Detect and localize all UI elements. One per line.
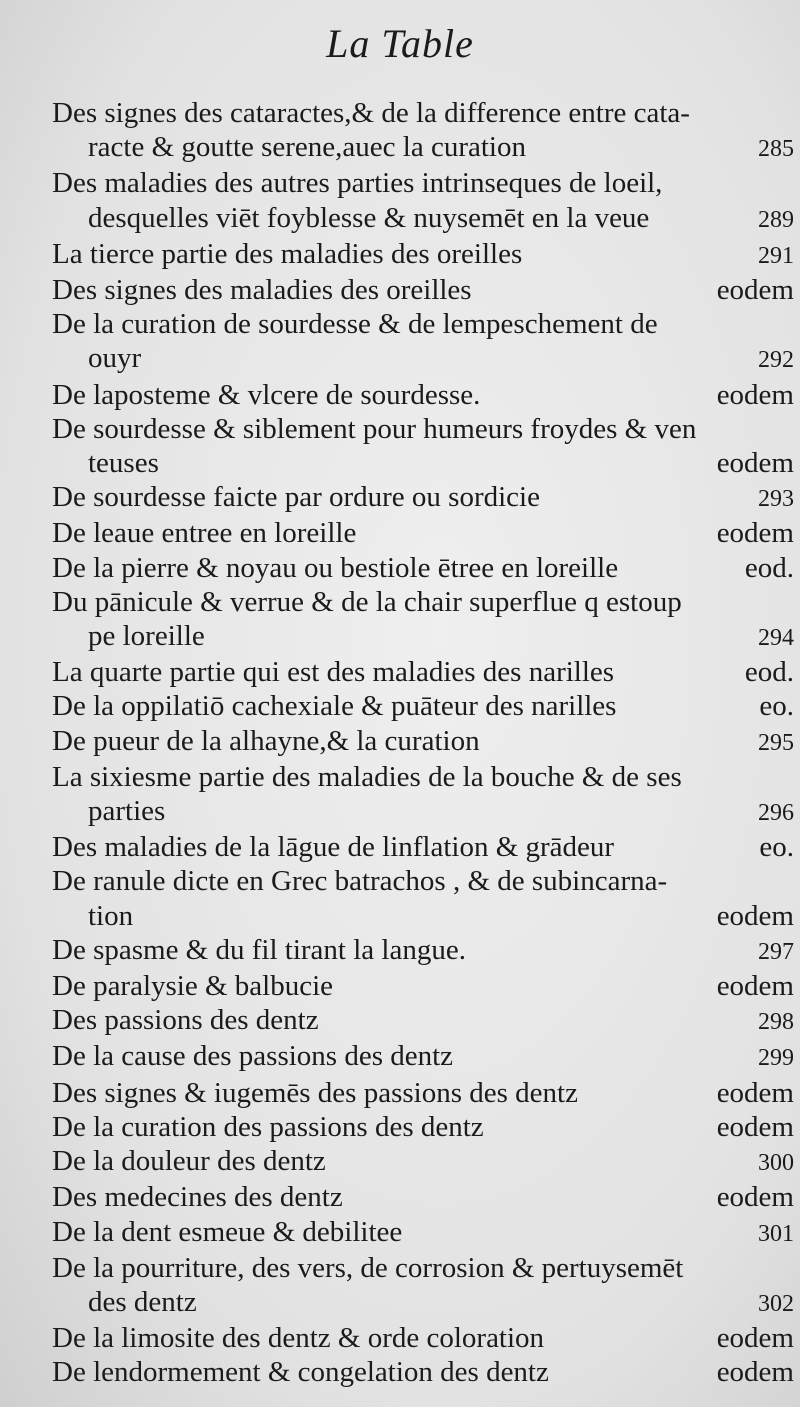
toc-entry-text: De la douleur des dentz — [52, 1145, 326, 1178]
toc-entry — [52, 933, 794, 969]
toc-entry — [52, 689, 794, 723]
toc-entry-text: pe loreille — [88, 620, 205, 653]
toc-entry-line — [52, 864, 794, 898]
toc-entry-text: De la dent esmeue & debilitee — [52, 1215, 403, 1248]
toc-entry-page: eodem — [716, 1076, 794, 1109]
toc-entry — [52, 166, 794, 236]
toc-entry — [52, 96, 794, 166]
toc-entry-line — [52, 96, 794, 130]
toc-entry-text: Du pānicule & verrue & de la chair superflue q estoup — [52, 585, 682, 618]
toc-entry — [52, 1144, 794, 1180]
toc-entry-page: eodem — [716, 517, 794, 550]
toc-entry-text: Des passions des dentz — [52, 1004, 319, 1037]
toc-entry-line — [52, 655, 794, 689]
toc-entry — [52, 830, 794, 864]
toc-entry-text: De lendormement & congelation des dentz — [52, 1356, 549, 1389]
toc-entry-page: eodem — [716, 1181, 794, 1214]
toc-entry-line — [52, 689, 794, 723]
toc-entry — [52, 655, 794, 689]
toc-entry-text: De la pierre & noyau ou bestiole ētree en loreille — [52, 551, 619, 584]
toc-entry-line — [52, 585, 794, 619]
toc-entry-text: De sourdesse faicte par ordure ou sordicie — [52, 481, 540, 514]
page-header: La Table — [326, 21, 474, 66]
toc-entry-text: De pueur de la alhayne,& la curation — [52, 724, 480, 757]
toc-entry-page: 300 — [758, 1150, 794, 1177]
toc-entry-line — [52, 412, 794, 446]
toc-entry — [52, 551, 794, 585]
toc-entry-text: La quarte partie qui est des maladies des narilles — [52, 656, 615, 689]
toc-entry-page: 285 — [758, 136, 794, 163]
toc-entry-page: 289 — [758, 206, 794, 233]
toc-entry-text: Des maladies des autres parties intrinseques de loeil, — [52, 167, 663, 200]
toc-entry-line — [52, 760, 794, 794]
toc-entry-page: eod. — [744, 551, 794, 584]
toc-entry-text: De ranule dicte en Grec batrachos , & de subincarna- — [52, 865, 668, 898]
toc-entry — [52, 1180, 794, 1214]
toc-entry — [52, 1251, 794, 1321]
toc-entry-page: 291 — [758, 242, 794, 269]
toc-entry-text: De la limosite des dentz & orde coloration — [52, 1322, 545, 1355]
toc-entry-line — [52, 830, 794, 864]
toc-entry-line — [52, 1251, 794, 1285]
toc-entry-text: Des signes & iugemēs des passions des dentz — [52, 1076, 578, 1109]
toc-entry-page: 301 — [758, 1220, 794, 1247]
toc-entry-line — [52, 1355, 794, 1389]
toc-entry-text: La sixiesme partie des maladies de la bouche & de ses — [52, 760, 682, 793]
toc-entry — [52, 273, 794, 307]
toc-entry-page: eodem — [716, 274, 794, 307]
toc-entry-page: 299 — [758, 1045, 794, 1072]
toc-entry-line — [52, 1215, 794, 1251]
table-of-contents — [52, 96, 794, 1390]
toc-entry-page: 296 — [758, 800, 794, 827]
toc-entry-line — [52, 969, 794, 1003]
toc-entry-page: eodem — [716, 899, 794, 932]
toc-entry-page: eodem — [716, 970, 794, 1003]
toc-entry-text: De la cause des passions des dentz — [52, 1040, 454, 1073]
toc-entry-line — [52, 1003, 794, 1039]
toc-entry — [52, 1355, 794, 1389]
toc-entry-text: De paralysie & balbucie — [52, 970, 334, 1003]
toc-entry-continuation — [52, 341, 794, 377]
toc-entry — [52, 307, 794, 377]
toc-entry — [52, 378, 794, 412]
toc-entry — [52, 1039, 794, 1075]
toc-entry-continuation — [52, 1285, 794, 1321]
toc-entry-line — [52, 516, 794, 550]
toc-entry-line — [52, 933, 794, 969]
toc-entry — [52, 724, 794, 760]
toc-entry-line — [52, 307, 794, 341]
toc-entry-page: 294 — [758, 625, 794, 652]
toc-entry-continuation — [52, 619, 794, 655]
toc-entry — [52, 760, 794, 830]
toc-entry — [52, 1076, 794, 1110]
toc-entry-text: La tierce partie des maladies des oreilles — [52, 237, 523, 270]
toc-entry-text: Des medecines des dentz — [52, 1181, 343, 1214]
toc-entry-text: ouyr — [88, 342, 142, 375]
toc-entry-continuation — [52, 201, 794, 237]
toc-entry — [52, 1215, 794, 1251]
toc-entry-page: 295 — [758, 729, 794, 756]
toc-entry-text: De la pourriture, des vers, de corrosion & pertuysemēt — [52, 1251, 684, 1284]
toc-entry-page: 297 — [758, 938, 794, 965]
toc-entry-text: des dentz — [88, 1285, 197, 1318]
toc-entry-text: De la oppilatiō cachexiale & puāteur des narilles — [52, 690, 617, 723]
toc-entry-page: eod. — [744, 656, 794, 689]
toc-entry-line — [52, 1144, 794, 1180]
toc-entry-page: eodem — [716, 378, 794, 411]
toc-entry — [52, 412, 794, 480]
toc-entry — [52, 969, 794, 1003]
toc-entry-page: eodem — [716, 1322, 794, 1355]
toc-entry-line — [52, 724, 794, 760]
toc-entry-line — [52, 1321, 794, 1355]
toc-entry-page: 302 — [758, 1290, 794, 1317]
toc-entry-text: Des signes des maladies des oreilles — [52, 274, 472, 307]
toc-entry — [52, 237, 794, 273]
toc-entry-page: 293 — [758, 486, 794, 513]
toc-entry-line — [52, 1180, 794, 1214]
toc-entry — [52, 585, 794, 655]
toc-entry-page: eodem — [716, 447, 794, 480]
toc-entry-text: desquelles viēt foyblesse & nuysemēt en la veue — [88, 201, 650, 234]
toc-entry — [52, 1003, 794, 1039]
toc-entry-line — [52, 480, 794, 516]
toc-entry-line — [52, 273, 794, 307]
toc-entry-text: De la curation des passions des dentz — [52, 1110, 484, 1143]
toc-entry-text: parties — [88, 795, 166, 828]
toc-entry-line — [52, 166, 794, 200]
toc-entry-line — [52, 551, 794, 585]
toc-entry-line — [52, 378, 794, 412]
toc-entry-page: eo. — [759, 690, 794, 723]
toc-entry-text: De laposteme & vlcere de sourdesse. — [52, 378, 481, 411]
toc-entry-text: De leaue entree en loreille — [52, 517, 357, 550]
toc-entry-continuation — [52, 794, 794, 830]
toc-entry-text: De spasme & du fil tirant la langue. — [52, 933, 466, 966]
toc-entry-line — [52, 1039, 794, 1075]
toc-entry-line — [52, 237, 794, 273]
toc-entry-continuation — [52, 446, 794, 480]
toc-entry-text: tion — [88, 899, 134, 932]
toc-entry — [52, 1321, 794, 1355]
toc-entry-page: eo. — [759, 831, 794, 864]
toc-entry-text: Des signes des cataractes,& de la difference entre cata- — [52, 97, 690, 129]
toc-entry-page: 292 — [758, 347, 794, 374]
toc-entry-text: teuses — [88, 447, 159, 480]
toc-entry-line — [52, 1110, 794, 1144]
toc-entry — [52, 516, 794, 550]
toc-entry-text: De la curation de sourdesse & de lempeschement de — [52, 308, 658, 341]
toc-entry — [52, 1110, 794, 1144]
toc-entry-continuation — [52, 899, 794, 933]
toc-entry-text: racte & goutte serene,auec la curation — [88, 131, 526, 164]
toc-entry-text: Des maladies de la lāgue de linflation & grādeur — [52, 831, 615, 864]
toc-entry-continuation — [52, 130, 794, 166]
toc-entry-text: De sourdesse & siblement pour humeurs froydes & ven — [52, 412, 697, 445]
toc-entry-page: eodem — [716, 1110, 794, 1143]
toc-entry-page: 298 — [758, 1009, 794, 1036]
toc-entry-line — [52, 1076, 794, 1110]
toc-entry — [52, 864, 794, 932]
toc-entry-page: eodem — [716, 1356, 794, 1389]
toc-entry — [52, 480, 794, 516]
